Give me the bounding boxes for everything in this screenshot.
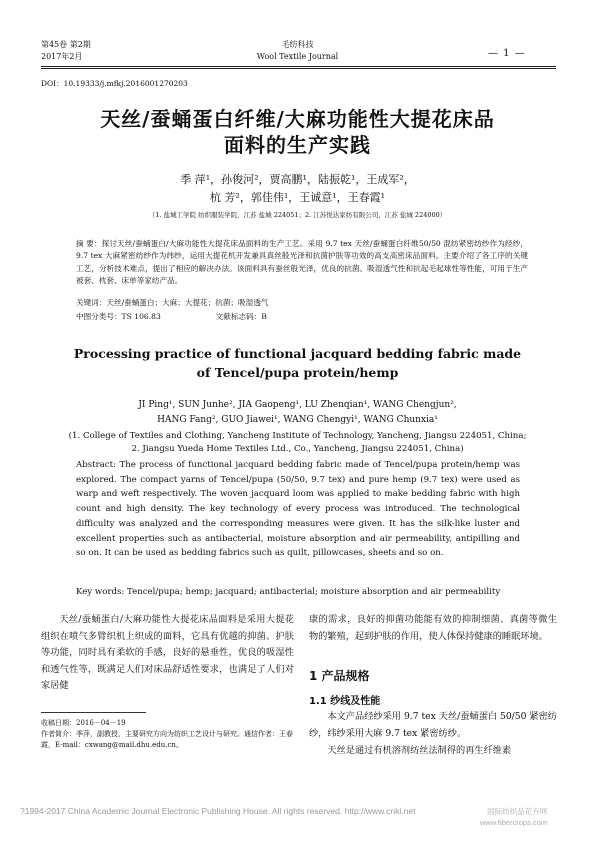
authors-cn-line1: 季 萍¹，孙俊河²，贾高鹏¹，陆振乾¹，王成军²， bbox=[180, 173, 415, 186]
journal-name-cn: 毛纺科技 bbox=[281, 40, 314, 49]
authors-cn-line2: 杭 芳²，郭佳伟¹，王诚意¹，王春霞¹ bbox=[209, 191, 386, 204]
footnote-rule bbox=[41, 712, 146, 713]
volume-issue-text: 第45卷 第2期 bbox=[41, 40, 91, 49]
affiliation-cn: （1. 盐城工学院 纺织服装学院，江苏 盐城 224051；2. 江苏悦达家纺有限公司，江苏 盐城 224000） bbox=[148, 211, 447, 219]
title-en bbox=[60, 344, 535, 382]
section-heading-1-1: 1.1 纱线及性能 bbox=[309, 696, 381, 707]
section-1-1-paragraph-1: 本文产品经纱采用 9.7 tex 天丝/蚕蛹蛋白 50/50 紧密纺纱，纬纱采用大麻 9.7 tex 紧密纺纱。 bbox=[309, 711, 557, 739]
footnote-received: 收稿日期：2016－04－19 bbox=[41, 719, 126, 727]
intro-paragraph-right: 康的需求，良好的抑菌功能能有效的抑制细菌、真菌等微生物的繁殖，起到护肤的作用，使人体保持健康的睡眠环境。 bbox=[309, 614, 557, 642]
authors-en-line1: JI Ping¹, SUN Junhe², JIA Gaopeng¹, LU Zhenqian¹, WANG Chengjun², bbox=[138, 400, 457, 410]
header-rule bbox=[41, 66, 556, 67]
copyright-line: ?1994-2017 China Academic Journal Electronic Publishing House. All rights reserved. http://www.cnki.net bbox=[20, 806, 416, 816]
keywords-cn: 关键词：天丝/蚕蛹蛋白；大麻；大提花；抗菌；吸湿透气 bbox=[76, 298, 269, 307]
doi: DOI：10.19333/j.mfkj.2016001270203 bbox=[41, 79, 188, 88]
title-cn bbox=[60, 106, 535, 158]
affiliation-en-line1: (1. College of Textiles and Clothing, Yancheng Institute of Technology, Yancheng, Jiangsu 224051, China; bbox=[68, 431, 527, 441]
issue-date: 2017年2月 bbox=[41, 52, 83, 61]
footnotes bbox=[41, 718, 303, 751]
page-number: — 1 — bbox=[488, 48, 526, 59]
abstract-en: Abstract: The process of functional jacquard bedding fabric made of Tencel/pupa protein/hemp was explored. The compact yarns of Tencel/pupa (50/50, 9.7 tex) and pure hemp (9.7 tex) were used as warp and weft respectively. The woven jacquard loom was applied to make bedding fabric with high count and high density. The key technology of every process was introduced. The technological difficulty was analyzed and the corresponding measures were given. It has the silk-like luster and excellent properties such as antibacterial, moisture absorption and air permeability, antipilling and so on. It can be used as bedding fabrics such as quilt, pillowcases, sheets and so on. bbox=[76, 460, 520, 559]
title-cn-line1: 天丝/蚕蛹蛋白纤维/大麻功能性大提花床品 bbox=[100, 107, 495, 131]
watermark bbox=[480, 806, 547, 828]
title-cn-line2: 面料的生产实践 bbox=[224, 133, 371, 157]
title-en-line2: of Tencel/pupa protein/hemp bbox=[196, 365, 399, 380]
affiliation-en-line2: 2. Jiangsu Yueda Home Textiles Ltd., Co., Yancheng, Jiangsu 224051, China) bbox=[131, 444, 464, 454]
keywords-en: Key words: Tencel/pupa; hemp; jacquard; antibacterial; moisture absorption and air permeability bbox=[76, 587, 501, 597]
document-code: 文献标志码：B bbox=[215, 312, 267, 321]
watermark-line2: www.fibercrops.com bbox=[480, 818, 548, 827]
authors-en-line2: HANG Fang², GUO Jiawei¹, WANG Chengyi¹, WANG Chunxia¹ bbox=[157, 415, 438, 425]
section-1-1-paragraph-2: 天丝是通过有机溶剂纺丝法制得的再生纤维素 bbox=[327, 745, 512, 756]
intro-paragraph-left: 天丝/蚕蛹蛋白/大麻功能性大提花床品面料是采用大提花组织在喷气多臂织机上织成的面料，它具有优越的抑菌、护肤等功能，同时具有柔软的手感，良好的悬垂性，优良的吸湿性和透气性等，既满足人们对床品舒适性要求，也满足了人们对家居健 bbox=[41, 614, 294, 692]
abstract-cn: 摘 要：探讨天丝/蚕蛹蛋白/大麻功能性大提花床品面料的生产工艺。采用 9.7 tex 天丝/蚕蛹蛋白纤维50/50 混纺紧密纺纱作为经纱，9.7 tex 大麻紧密纺纱作为纬纱，运用大提花机开发兼具真丝般光泽和抗菌护肤等功效的高支高密床品面料。主要介绍了各工序的关键工艺，分析技术难点，提出了相应的解决办法。该面料具有蚕丝般光泽，优良的抗菌、吸湿透气性和抗起毛起球性等性能，可用于生产被套、枕套、床单等家纺产品。 bbox=[76, 239, 528, 286]
journal-name-en: Wool Textile Journal bbox=[256, 52, 339, 61]
header-rule-thin bbox=[41, 68, 556, 69]
footnote-author: 作者简介：季萍，副教授，主要研究方向为纺织工艺设计与研究。通信作者：王春霞，E-mail：cxwang@mail.dhu.edu.cn。 bbox=[41, 730, 293, 749]
watermark-line1: 国际纺织品花卉网 bbox=[487, 807, 548, 816]
section-heading-1: 1 产品规格 bbox=[309, 669, 370, 683]
title-en-line1: Processing practice of functional jacquard bedding fabric made bbox=[73, 346, 522, 361]
classification-line bbox=[76, 311, 528, 323]
class-number: 中图分类号：TS 106.83 bbox=[76, 312, 161, 321]
